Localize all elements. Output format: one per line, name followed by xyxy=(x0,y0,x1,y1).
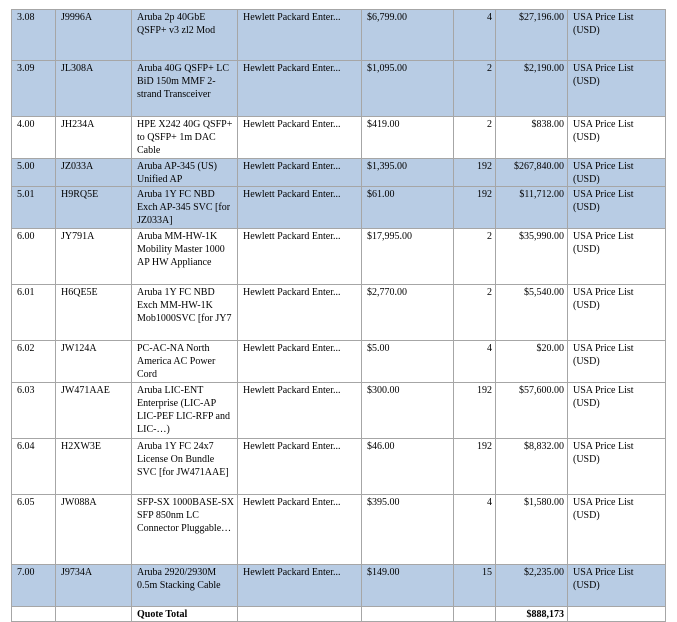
table-row xyxy=(12,439,666,495)
unit-price: $5.00 xyxy=(362,341,454,383)
line-number: 6.00 xyxy=(12,229,56,285)
quantity: 192 xyxy=(454,159,496,187)
quote-document xyxy=(11,9,666,622)
part-number: JZ033A xyxy=(56,159,132,187)
unit-price: $2,770.00 xyxy=(362,285,454,341)
vendor: Hewlett Packard Enter... xyxy=(238,383,362,439)
vendor: Hewlett Packard Enter... xyxy=(238,159,362,187)
unit-price: $46.00 xyxy=(362,439,454,495)
vendor: Hewlett Packard Enter... xyxy=(238,285,362,341)
description: Aruba AP-345 (US) Unified AP xyxy=(132,159,238,187)
vendor: Hewlett Packard Enter... xyxy=(238,565,362,607)
part-number: JW088A xyxy=(56,495,132,565)
description: PC-AC-NA North America AC Power Cord xyxy=(132,341,238,383)
line-number: 6.05 xyxy=(12,495,56,565)
table-row xyxy=(12,229,666,285)
unit-price: $17,995.00 xyxy=(362,229,454,285)
extended-price: $20.00 xyxy=(496,341,568,383)
description: HPE X242 40G QSFP+ to QSFP+ 1m DAC Cable xyxy=(132,117,238,159)
quantity: 2 xyxy=(454,117,496,159)
description: SFP-SX 1000BASE-SX SFP 850nm LC Connector Pluggable… xyxy=(132,495,238,565)
quantity: 2 xyxy=(454,61,496,117)
price-list: USA Price List (USD) xyxy=(568,565,666,607)
description: Aruba 1Y FC NBD Exch AP-345 SVC [for JZ033A] xyxy=(132,187,238,229)
extended-price: $5,540.00 xyxy=(496,285,568,341)
quote-total-label: Quote Total xyxy=(132,607,238,622)
table-row xyxy=(12,159,666,187)
part-number: JW471AAE xyxy=(56,383,132,439)
vendor: Hewlett Packard Enter... xyxy=(238,495,362,565)
vendor: Hewlett Packard Enter... xyxy=(238,117,362,159)
extended-price: $27,196.00 xyxy=(496,10,568,61)
description: Aruba 2p 40GbE QSFP+ v3 zl2 Mod xyxy=(132,10,238,61)
line-number: 5.00 xyxy=(12,159,56,187)
vendor: Hewlett Packard Enter... xyxy=(238,10,362,61)
vendor: Hewlett Packard Enter... xyxy=(238,341,362,383)
description: Aruba 2920/2930M 0.5m Stacking Cable xyxy=(132,565,238,607)
extended-price: $11,712.00 xyxy=(496,187,568,229)
line-number: 3.09 xyxy=(12,61,56,117)
unit-price: $1,095.00 xyxy=(362,61,454,117)
description: Aruba MM-HW-1K Mobility Master 1000 AP HW Appliance xyxy=(132,229,238,285)
unit-price: $6,799.00 xyxy=(362,10,454,61)
part-number: JL308A xyxy=(56,61,132,117)
table-row xyxy=(12,187,666,229)
extended-price: $2,235.00 xyxy=(496,565,568,607)
unit-price: $300.00 xyxy=(362,383,454,439)
price-list: USA Price List (USD) xyxy=(568,285,666,341)
extended-price: $267,840.00 xyxy=(496,159,568,187)
table-row xyxy=(12,383,666,439)
part-number: JY791A xyxy=(56,229,132,285)
line-number: 3.08 xyxy=(12,10,56,61)
table-row xyxy=(12,285,666,341)
line-number: 6.02 xyxy=(12,341,56,383)
part-number: J9734A xyxy=(56,565,132,607)
table-row xyxy=(12,10,666,61)
extended-price: $57,600.00 xyxy=(496,383,568,439)
price-list: USA Price List (USD) xyxy=(568,229,666,285)
price-list: USA Price List (USD) xyxy=(568,383,666,439)
table-row xyxy=(12,565,666,607)
table-row xyxy=(12,341,666,383)
vendor: Hewlett Packard Enter... xyxy=(238,61,362,117)
unit-price: $419.00 xyxy=(362,117,454,159)
part-number: H2XW3E xyxy=(56,439,132,495)
part-number: H9RQ5E xyxy=(56,187,132,229)
price-list: USA Price List (USD) xyxy=(568,495,666,565)
quantity: 2 xyxy=(454,285,496,341)
quantity: 4 xyxy=(454,341,496,383)
quote-total-value: $888,173 xyxy=(496,607,568,622)
vendor: Hewlett Packard Enter... xyxy=(238,187,362,229)
part-number: JW124A xyxy=(56,341,132,383)
unit-price: $395.00 xyxy=(362,495,454,565)
unit-price: $149.00 xyxy=(362,565,454,607)
price-list: USA Price List (USD) xyxy=(568,341,666,383)
line-number: 6.04 xyxy=(12,439,56,495)
extended-price: $1,580.00 xyxy=(496,495,568,565)
price-list: USA Price List (USD) xyxy=(568,187,666,229)
line-number: 6.01 xyxy=(12,285,56,341)
table-row xyxy=(12,495,666,565)
part-number: J9996A xyxy=(56,10,132,61)
unit-price: $61.00 xyxy=(362,187,454,229)
extended-price: $838.00 xyxy=(496,117,568,159)
quantity: 192 xyxy=(454,187,496,229)
unit-price: $1,395.00 xyxy=(362,159,454,187)
line-number: 4.00 xyxy=(12,117,56,159)
vendor: Hewlett Packard Enter... xyxy=(238,229,362,285)
vendor: Hewlett Packard Enter... xyxy=(238,439,362,495)
description: Aruba 1Y FC NBD Exch MM-HW-1K Mob1000SVC [for JY7 xyxy=(132,285,238,341)
part-number: H6QE5E xyxy=(56,285,132,341)
extended-price: $8,832.00 xyxy=(496,439,568,495)
line-number: 7.00 xyxy=(12,565,56,607)
price-list: USA Price List (USD) xyxy=(568,10,666,61)
quantity: 4 xyxy=(454,495,496,565)
price-list: USA Price List (USD) xyxy=(568,61,666,117)
quote-total-row xyxy=(12,607,666,622)
quantity: 192 xyxy=(454,383,496,439)
quantity: 15 xyxy=(454,565,496,607)
quantity: 4 xyxy=(454,10,496,61)
part-number: JH234A xyxy=(56,117,132,159)
extended-price: $35,990.00 xyxy=(496,229,568,285)
table-row xyxy=(12,61,666,117)
quote-table xyxy=(11,9,666,622)
line-number: 5.01 xyxy=(12,187,56,229)
table-row xyxy=(12,117,666,159)
price-list: USA Price List (USD) xyxy=(568,117,666,159)
description: Aruba LIC-ENT Enterprise (LIC-AP LIC-PEF LIC-RFP and LIC-…) xyxy=(132,383,238,439)
description: Aruba 40G QSFP+ LC BiD 150m MMF 2-strand Transceiver xyxy=(132,61,238,117)
description: Aruba 1Y FC 24x7 License On Bundle SVC [for JW471AAE] xyxy=(132,439,238,495)
quantity: 192 xyxy=(454,439,496,495)
price-list: USA Price List (USD) xyxy=(568,439,666,495)
price-list: USA Price List (USD) xyxy=(568,159,666,187)
line-number: 6.03 xyxy=(12,383,56,439)
quantity: 2 xyxy=(454,229,496,285)
extended-price: $2,190.00 xyxy=(496,61,568,117)
